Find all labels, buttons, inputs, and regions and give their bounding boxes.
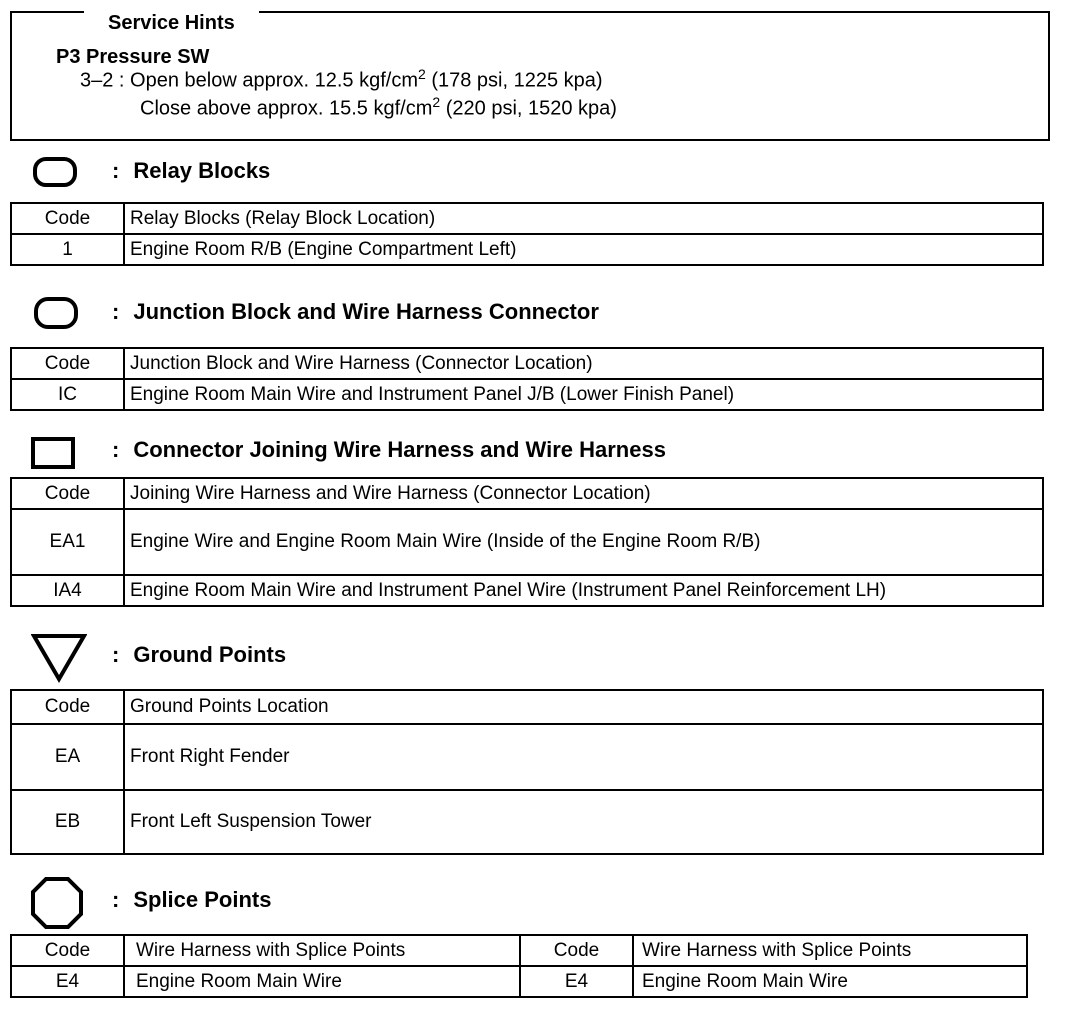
hint-line-close-text: Close above approx. 15.5 kgf/cm (140, 97, 433, 120)
hint-line-open-text: 3–2 : Open below approx. 12.5 kgf/cm (80, 69, 418, 92)
hint-line-close-sup: 2 (432, 94, 441, 110)
location-cell: Engine Wire and Engine Room Main Wire (Inside of the Engine Room R/B) (124, 509, 1043, 575)
relay-blocks-table (10, 202, 1044, 266)
table-row (11, 509, 1043, 575)
ground-points-title-text: Ground Points (133, 642, 287, 667)
location-cell: Engine Room Main Wire and Instrument Panel Wire (Instrument Panel Reinforcement LH) (124, 575, 1043, 606)
service-hints-title: Service Hints (84, 11, 259, 35)
harness-header: Wire Harness with Splice Points (124, 935, 520, 966)
table-row (11, 790, 1043, 854)
table-header-row (11, 690, 1043, 724)
hint-line-open (80, 66, 603, 93)
harness-header-2: Wire Harness with Splice Points (633, 935, 1027, 966)
code-cell: IA4 (11, 575, 124, 606)
colon: : (112, 437, 120, 462)
code-cell: IC (11, 379, 124, 410)
relay-blocks-title-text: Relay Blocks (133, 158, 271, 183)
table-row (11, 379, 1043, 410)
relay-blocks-title (112, 158, 270, 184)
connector-joining-table (10, 477, 1044, 607)
junction-block-title-text: Junction Block and Wire Harness Connector (133, 299, 599, 324)
table-row (11, 234, 1043, 265)
hint-line-close-suffix: (220 psi, 1520 kpa) (440, 97, 617, 120)
location-header: Relay Blocks (Relay Block Location) (124, 203, 1043, 234)
location-header: Junction Block and Wire Harness (Connector Location) (124, 348, 1043, 379)
table-row (11, 575, 1043, 606)
octagon-icon (30, 876, 84, 930)
pressure-switch-heading: P3 Pressure SW (56, 46, 210, 68)
table-header-row (11, 203, 1043, 234)
rounded-rectangle-icon (34, 297, 80, 331)
junction-block-title (112, 299, 599, 325)
colon: : (112, 299, 120, 324)
harness-cell: Engine Room Main Wire (124, 966, 520, 997)
table-row (11, 966, 1027, 997)
splice-points-title-text: Splice Points (133, 887, 272, 912)
location-cell: Front Right Fender (124, 724, 1043, 790)
connector-joining-title (112, 437, 666, 463)
table-row (11, 724, 1043, 790)
hint-line-open-sup: 2 (417, 66, 426, 82)
hint-line-close (140, 94, 617, 121)
code-header: Code (11, 478, 124, 509)
table-header-row (11, 348, 1043, 379)
service-hints-box (10, 11, 1050, 141)
splice-points-table (10, 934, 1028, 998)
code-header: Code (11, 203, 124, 234)
table-header-row (11, 478, 1043, 509)
location-cell: Front Left Suspension Tower (124, 790, 1043, 854)
harness-cell-2: Engine Room Main Wire (633, 966, 1027, 997)
code-header: Code (11, 935, 124, 966)
table-header-row (11, 935, 1027, 966)
ground-points-title (112, 642, 286, 668)
code-header-2: Code (520, 935, 633, 966)
code-cell: EA1 (11, 509, 124, 575)
rounded-rectangle-icon (33, 157, 79, 189)
location-header: Joining Wire Harness and Wire Harness (Connector Location) (124, 478, 1043, 509)
rectangle-icon (31, 437, 77, 471)
colon: : (112, 887, 120, 912)
triangle-down-icon (31, 632, 87, 684)
connector-joining-title-text: Connector Joining Wire Harness and Wire Harness (133, 437, 666, 462)
location-cell: Engine Room R/B (Engine Compartment Left) (124, 234, 1043, 265)
location-cell: Engine Room Main Wire and Instrument Panel J/B (Lower Finish Panel) (124, 379, 1043, 410)
code-cell: EB (11, 790, 124, 854)
colon: : (112, 642, 120, 667)
junction-block-table (10, 347, 1044, 411)
splice-points-title (112, 887, 271, 913)
code-cell-2: E4 (520, 966, 633, 997)
ground-points-table (10, 689, 1044, 855)
code-cell: E4 (11, 966, 124, 997)
code-header: Code (11, 690, 124, 724)
location-header: Ground Points Location (124, 690, 1043, 724)
code-cell: EA (11, 724, 124, 790)
hint-line-open-suffix: (178 psi, 1225 kpa) (425, 69, 603, 92)
code-cell: 1 (11, 234, 124, 265)
code-header: Code (11, 348, 124, 379)
colon: : (112, 158, 120, 183)
